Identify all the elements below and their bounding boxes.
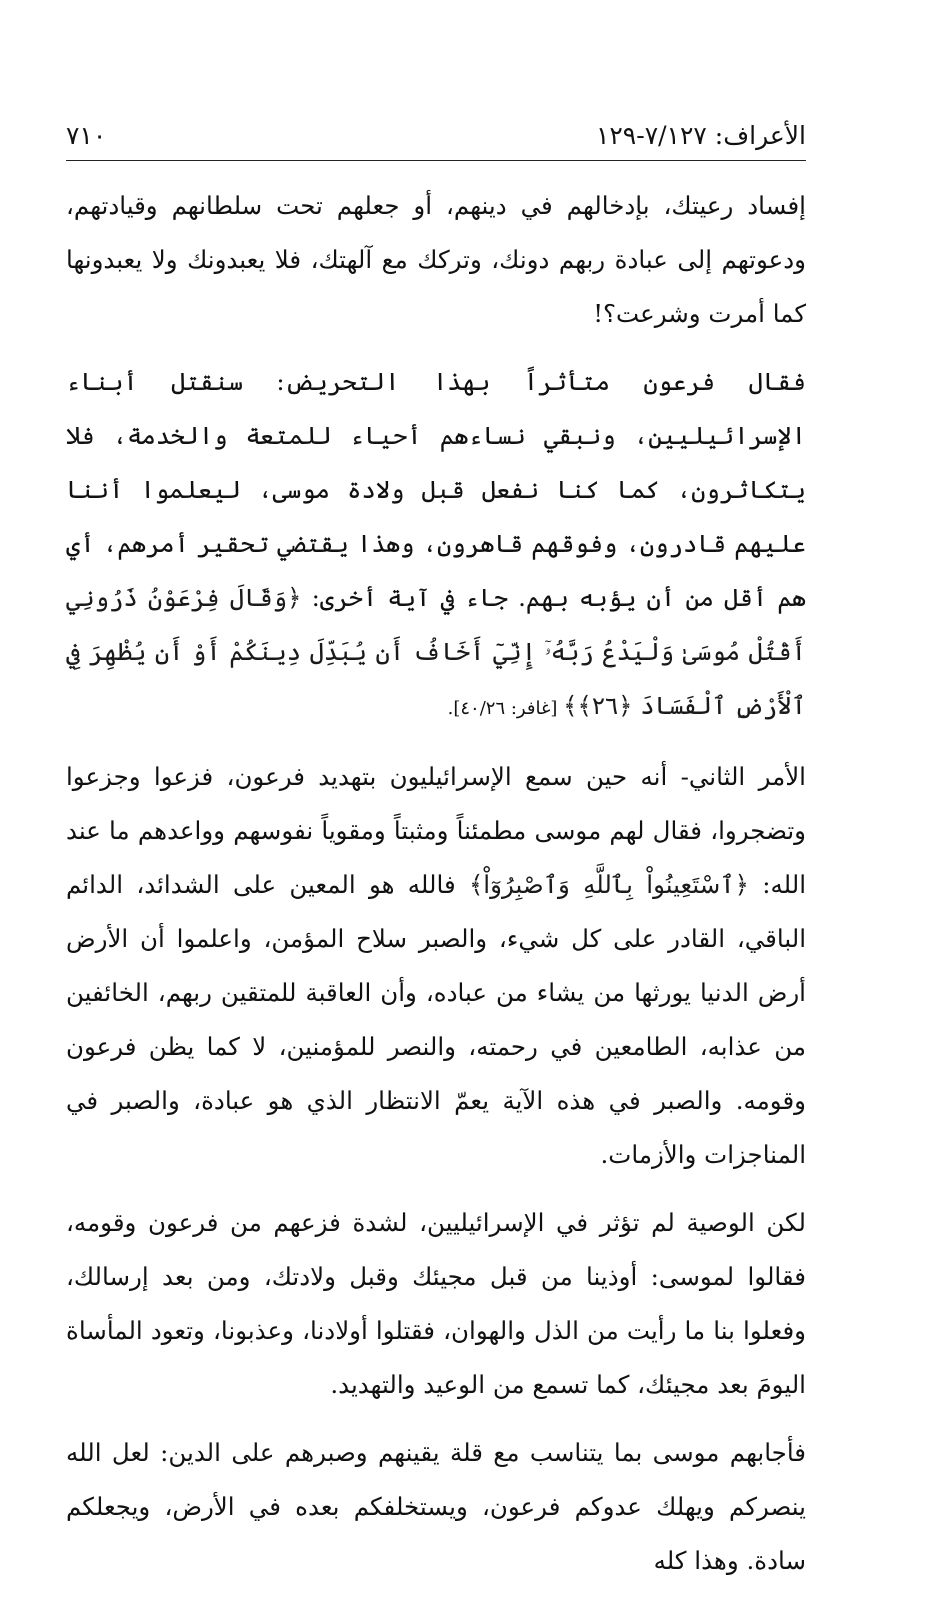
book-page xyxy=(66,118,806,1602)
running-header xyxy=(66,118,806,156)
paragraph-4 xyxy=(66,1196,806,1412)
paragraph-text: لكن الوصية لم تؤثر في الإسرائيليين، لشدة فزعهم من فرعون وقومه، فقالوا لموسى: أوذينا من قبل مجيئك وقبل ولادتك، ومن بعد إرسالك، وفعلوا بنا ما رأيت من الذل والهوان، فقتلوا أولادنا، وعذبونا، وتعود المأساة اليومَ بعد مجيئك، كما تسمع من الوعيد والتهديد. xyxy=(66,1208,806,1399)
header-rule xyxy=(66,160,806,161)
paragraph-text: إفساد رعيتك، بإدخالهم في دينهم، أو جعلهم تحت سلطانهم وقيادتهم، ودعوتهم إلى عبادة ربهم دونك، وتركك مع آلهتك، فلا يعبدونك ولا يعبدونها كما أمرت وشرعت؟! xyxy=(66,191,806,328)
body-text xyxy=(66,179,806,1588)
verse-citation: [غافر: ٤٠/٢٦]. xyxy=(447,698,564,719)
page-number: ٧١٠ xyxy=(66,121,107,150)
paragraph-5 xyxy=(66,1426,806,1588)
paragraph-3 xyxy=(66,750,806,1182)
paragraph-1 xyxy=(66,179,806,341)
quran-verse: ﴿وَقَالَ فِرْعَوْنُ ذَرُونِي أَقْتُلْ مُوسَىٰ وَلْيَدْعُ رَبَّهُۥٓ إِنِّيٓ أَخَافُ أَن يُبَدِّلَ دِينَكُمْ أَوْ أَن يُظْهِرَ فِي ٱلْأَرْضِ ٱلْفَسَادَ ﴿٢٦﴾﴾ xyxy=(66,583,806,720)
paragraph-text: فالله هو المعين على الشدائد، الدائم الباقي، القادر على كل شيء، والصبر سلاح المؤمن، واعلموا أن الأرض أرض الدنيا يورثها من يشاء من عباده، وأن العاقبة للمتقين ربهم، الخائفين من عذابه، الطامعين في رحمته، والنصر للمؤمنين، لا كما يظن فرعون وقومه. والصبر في هذه الآية يعمّ الانتظار الذي هو عبادة، والصبر في المناجزات والأزمات. xyxy=(66,870,806,1169)
paragraph-2 xyxy=(66,355,806,736)
paragraph-text: فأجابهم موسى بما يتناسب مع قلة يقينهم وصبرهم على الدين: لعل الله ينصركم ويهلك عدوكم فرعون، ويستخلفكم بعده في الأرض، ويجعلكم سادة. وهذا كله xyxy=(66,1438,806,1575)
paragraph-text: الأمر الثاني- أنه حين سمع الإسرائيليون بتهديد فرعون، فزعوا وجزعوا وتضجروا، فقال لهم موسى مطمئناً ومثبتاً ومقوياً نفوسهم وواعدهم ما عند الله: xyxy=(66,762,807,899)
chapter-reference: الأعراف: ٧/١٢٧-١٢٩ xyxy=(595,121,806,150)
paragraph-text: فقال فرعون متأثراً بهذا التحريض: سنقتل أبناء الإسرائيليين، ونبقي نساءهم أحياء للمتعة والخدمة، فلا يتكاثرون، كما كنا نفعل قبل ولادة موسى، ليعلموا أننا عليهم قادرون، وفوقهم قاهرون، وهذا يقتضي تحقير أمرهم، أي هم أقل من أن يؤبه بهم. جاء في آية أخرى: xyxy=(66,367,806,612)
quran-verse: ﴿ٱسْتَعِينُواْ بِٱللَّهِ وَٱصْبِرُوٓاْ﴾ xyxy=(468,870,749,899)
